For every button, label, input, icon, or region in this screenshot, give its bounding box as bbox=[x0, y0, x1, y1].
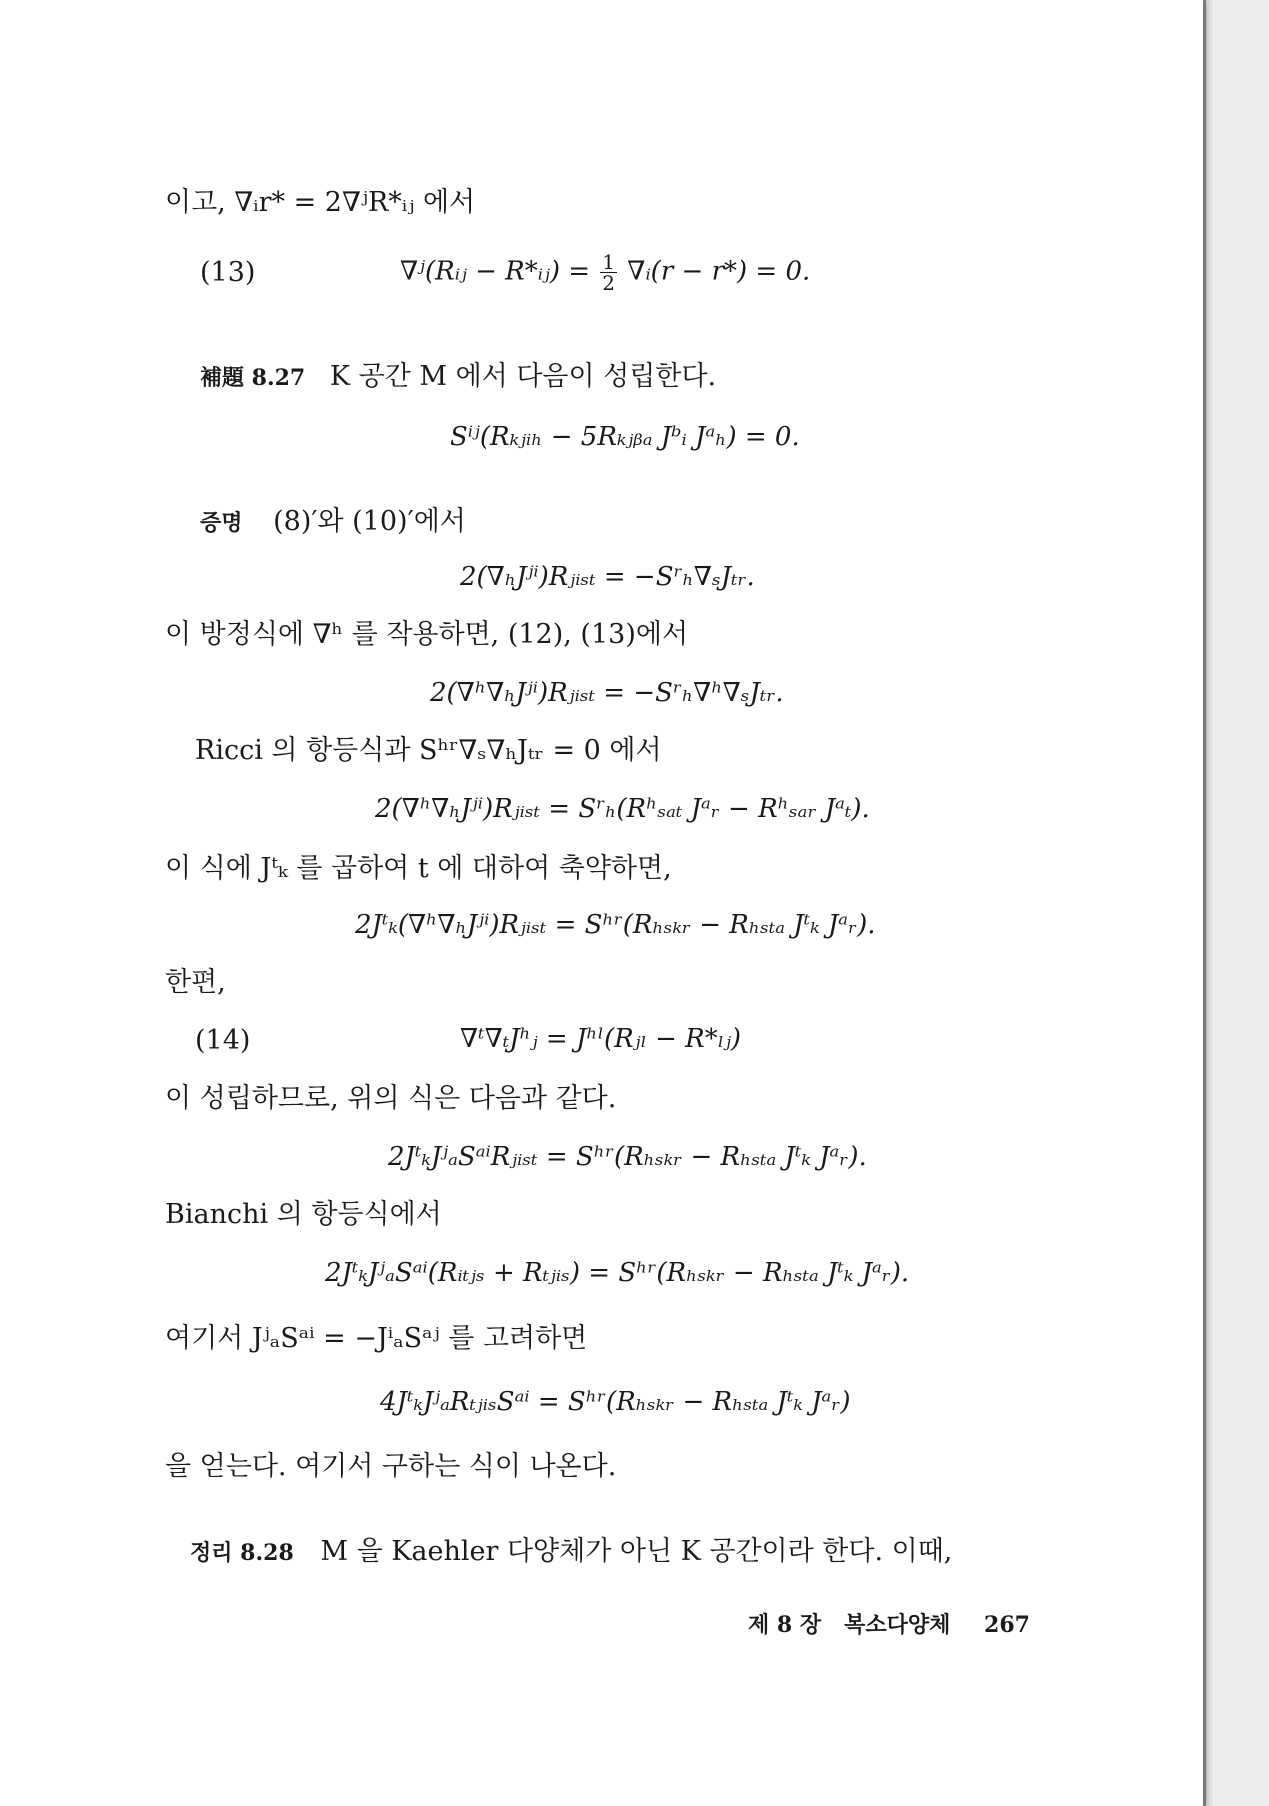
lemma-equation: Sⁱʲ(Rₖⱼᵢₕ − 5Rₖⱼᵦₐ Jᵇᵢ Jᵃₕ) = 0. bbox=[450, 422, 800, 452]
proof-label: 증명 bbox=[200, 510, 243, 536]
theorem-text: M 을 Kaehler 다양체가 아닌 K 공간이라 한다. 이때, bbox=[320, 1536, 953, 1567]
lemma-text: K 공간 M 에서 다음이 성립한다. bbox=[329, 361, 717, 392]
proof-line-6: 이 성립하므로, 위의 식은 다음과 같다. bbox=[165, 1083, 617, 1114]
proof-heading bbox=[200, 505, 466, 540]
lemma-heading bbox=[200, 360, 716, 395]
proof-line-4: 이 식에 Jᵗₖ 를 곱하여 t 에 대하여 축약하면, bbox=[165, 853, 672, 884]
chapter-title: 제 8 장 복소다양체 bbox=[748, 1612, 951, 1638]
proof-equation-7: 2JᵗₖJʲₐSᵃⁱ(Rᵢₜⱼₛ + Rₜⱼᵢₛ) = Sʰʳ(Rₕₛₖᵣ − Rₕₛₜₐ Jᵗₖ Jᵃᵣ). bbox=[325, 1258, 910, 1288]
intro-line: 이고, ∇ᵢr* = 2∇ʲR*ᵢⱼ 에서 bbox=[165, 187, 476, 218]
proof-line-3: Ricci 의 항등식과 Sʰʳ∇ₛ∇ₕJₜᵣ = 0 에서 bbox=[195, 735, 662, 766]
proof-text: (8)′와 (10)′에서 bbox=[273, 506, 466, 537]
eq13-fraction bbox=[600, 252, 617, 293]
proof-line-2: 이 방정식에 ∇ʰ 를 작용하면, (12), (13)에서 bbox=[165, 619, 689, 650]
eq14: ∇ᵗ∇ₜJʰⱼ = Jʰˡ(Rⱼₗ − R*ₗⱼ) bbox=[460, 1024, 742, 1054]
eq13-right: ∇ᵢ(r − r*) = 0. bbox=[627, 256, 811, 287]
proof-equation-3: 2(∇ʰ∇ₕJʲⁱ)Rⱼᵢₛₜ = Sʳₕ(Rʰₛₐₜ Jᵃᵣ − Rʰₛₐᵣ Jᵃₜ). bbox=[375, 794, 870, 824]
theorem-label: 정리 8.28 bbox=[190, 1540, 294, 1566]
proof-line-5: 한편, bbox=[165, 967, 226, 998]
page-number: 267 bbox=[984, 1612, 1030, 1638]
eq13-frac-num: 1 bbox=[602, 250, 616, 274]
page-edge bbox=[1207, 0, 1215, 1806]
eq14-label: (14) bbox=[195, 1025, 251, 1056]
eq13-label: (13) bbox=[200, 257, 256, 288]
proof-line-8: 여기서 JʲₐSᵃⁱ = −JⁱₐSᵃʲ 를 고려하면 bbox=[165, 1323, 588, 1354]
proof-equation-6: 2JᵗₖJʲₐSᵃⁱRⱼᵢₛₜ = Sʰʳ(Rₕₛₖᵣ − Rₕₛₜₐ Jᵗₖ Jᵃᵣ). bbox=[388, 1142, 867, 1172]
running-footer bbox=[748, 1608, 1030, 1642]
proof-equation-8: 4JᵗₖJʲₐRₜⱼᵢₛSᵃⁱ = Sʰʳ(Rₕₛₖᵣ − Rₕₛₜₐ Jᵗₖ Jᵃᵣ) bbox=[380, 1387, 851, 1417]
proof-equation-2: 2(∇ʰ∇ₕJʲⁱ)Rⱼᵢₛₜ = −Sʳₕ∇ʰ∇ₛJₜᵣ. bbox=[430, 678, 784, 708]
proof-line-9: 을 얻는다. 여기서 구하는 식이 나온다. bbox=[165, 1451, 617, 1482]
theorem-heading bbox=[190, 1535, 952, 1570]
eq13-frac-den: 2 bbox=[602, 271, 616, 295]
eq13 bbox=[400, 252, 810, 293]
proof-equation-1: 2(∇ₕJʲⁱ)Rⱼᵢₛₜ = −Sʳₕ∇ₛJₜᵣ. bbox=[460, 562, 755, 592]
proof-equation-4: 2Jᵗₖ(∇ʰ∇ₕJʲⁱ)Rⱼᵢₛₜ = Sʰʳ(Rₕₛₖᵣ − Rₕₛₜₐ Jᵗₖ Jᵃᵣ). bbox=[355, 910, 876, 940]
eq13-left: ∇ʲ(Rᵢⱼ − R*ᵢⱼ) = bbox=[400, 256, 591, 287]
proof-line-7: Bianchi 의 항등식에서 bbox=[165, 1199, 442, 1230]
lemma-label: 補題 8.27 bbox=[200, 365, 306, 391]
